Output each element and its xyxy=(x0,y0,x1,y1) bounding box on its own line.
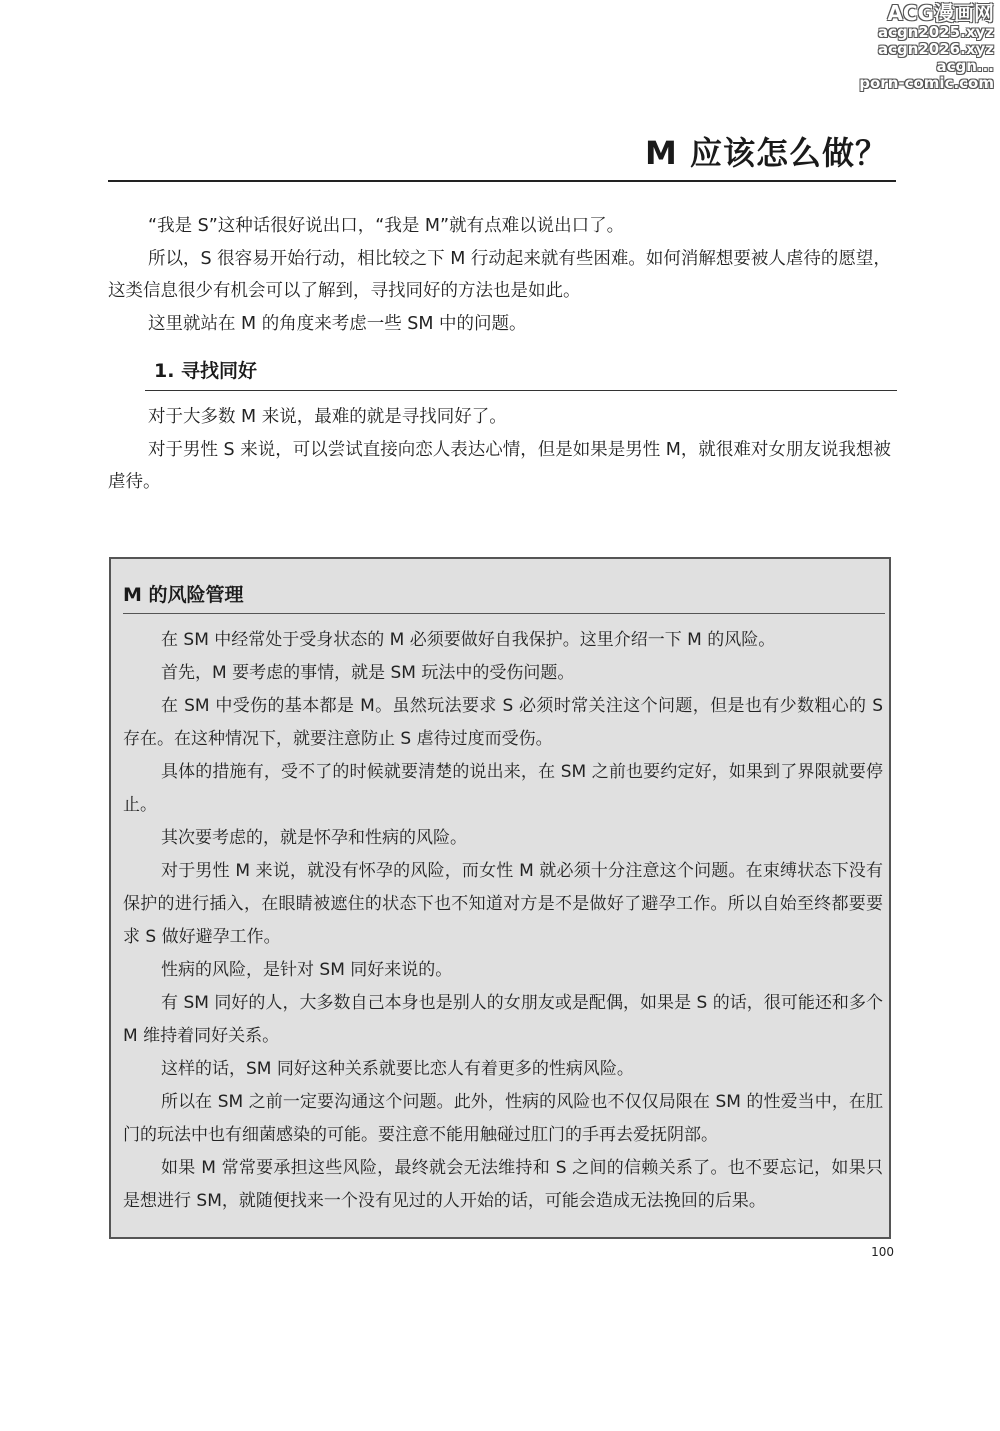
title-divider xyxy=(108,180,896,182)
risk-management-box xyxy=(109,557,891,1239)
section-divider xyxy=(145,390,897,391)
watermark-url: acgn2025.xyz xyxy=(877,23,994,41)
watermark-url: porn-comic.com xyxy=(859,74,994,92)
box-body xyxy=(123,624,883,1218)
box-divider xyxy=(123,613,885,614)
section-body xyxy=(108,401,898,499)
box-paragraph: 其次要考虑的，就是怀孕和性病的风险。 xyxy=(161,828,467,848)
box-paragraph: 有 SM 同好的人，大多数自己本身也是别人的女朋友或是配偶，如果是 S 的话，很可能还和多个 M 维持着同好关系。 xyxy=(123,993,883,1046)
box-paragraph: 在 SM 中经常处于受身状态的 M 必须要做好自我保护。这里介绍一下 M 的风险。 xyxy=(161,630,776,650)
box-paragraph: 这样的话，SM 同好这种关系就要比恋人有着更多的性病风险。 xyxy=(161,1059,634,1079)
section-heading: 1. 寻找同好 xyxy=(154,360,258,382)
box-paragraph: 在 SM 中受伤的基本都是 M。虽然玩法要求 S 必须时常关注这个问题，但是也有少数粗心的 S 存在。在这种情况下，就要注意防止 S 虐待过度而受伤。 xyxy=(123,696,883,749)
watermark-brand: ACG漫画网 xyxy=(887,1,994,25)
box-paragraph: 性病的风险，是针对 SM 同好来说的。 xyxy=(161,960,453,980)
box-title: M 的风险管理 xyxy=(123,584,244,606)
box-paragraph: 首先，M 要考虑的事情，就是 SM 玩法中的受伤问题。 xyxy=(161,663,575,683)
watermark-url: acgn... xyxy=(936,57,994,75)
page-number: 100 xyxy=(871,1245,894,1259)
page-title: M 应该怎么做？ xyxy=(645,134,888,172)
section-paragraph: 对于男性 S 来说，可以尝试直接向恋人表达心情，但是如果是男性 M，就很难对女朋友说我想被虐待。 xyxy=(108,439,891,492)
watermark-url: acgn2026.xyz xyxy=(877,40,994,58)
intro-text xyxy=(108,210,898,340)
watermark xyxy=(859,2,994,92)
intro-paragraph: “我是 S”这种话很好说出口，“我是 M”就有点难以说出口了。 xyxy=(148,216,625,236)
box-paragraph: 所以在 SM 之前一定要沟通这个问题。此外，性病的风险也不仅仅局限在 SM 的性爱当中，在肛门的玩法中也有细菌感染的可能。要注意不能用触碰过肛门的手再去爱抚阴部。 xyxy=(123,1092,883,1145)
intro-paragraph: 这里就站在 M 的角度来考虑一些 SM 中的问题。 xyxy=(148,313,527,334)
box-paragraph: 对于男性 M 来说，就没有怀孕的风险，而女性 M 就必须十分注意这个问题。在束缚状态下没有保护的进行插入，在眼睛被遮住的状态下也不知道对方是不是做好了避孕工作。所以自始至终都要要求 S 做好避孕工作。 xyxy=(123,861,883,947)
intro-paragraph: 所以，S 很容易开始行动，相比较之下 M 行动起来就有些困难。如何消解想要被人虐待的愿望，这类信息很少有机会可以了解到，寻找同好的方法也是如此。 xyxy=(108,248,891,301)
box-paragraph: 具体的措施有，受不了的时候就要清楚的说出来，在 SM 之前也要约定好，如果到了界限就要停止。 xyxy=(123,762,883,815)
box-paragraph: 如果 M 常常要承担这些风险，最终就会无法维持和 S 之间的信赖关系了。也不要忘记，如果只是想进行 SM，就随便找来一个没有见过的人开始的话，可能会造成无法挽回的后果。 xyxy=(123,1158,883,1211)
section-paragraph: 对于大多数 M 来说，最难的就是寻找同好了。 xyxy=(148,407,507,427)
